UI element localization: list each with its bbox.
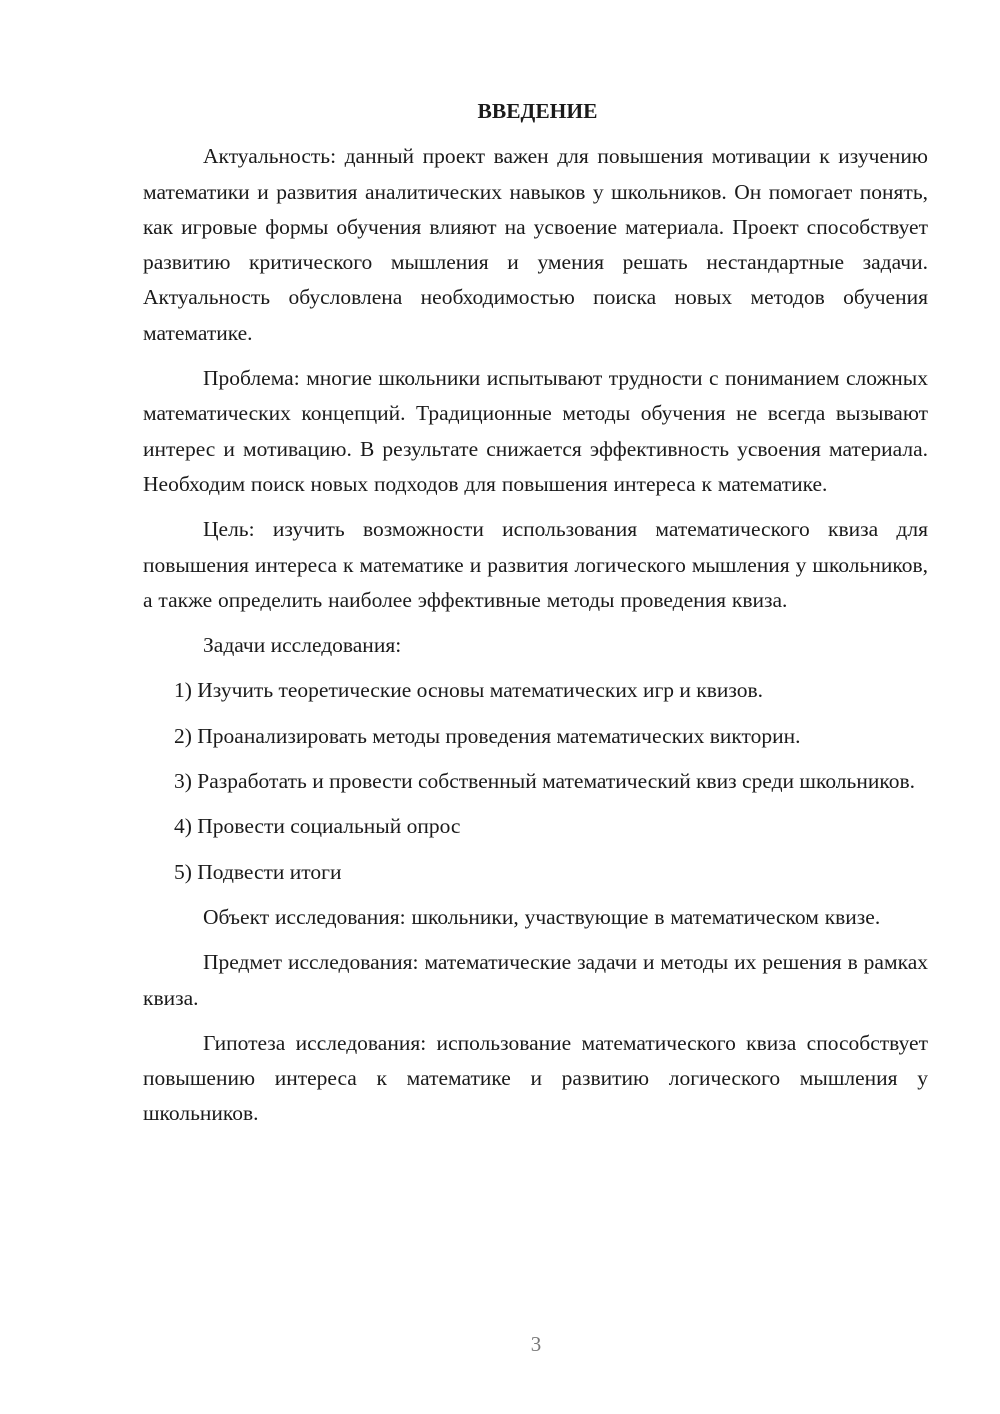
subject-paragraph: Предмет исследования: математические задачи и методы их решения в рамках квиза.	[143, 950, 928, 1010]
hypothesis-paragraph: Гипотеза исследования: использование математического квиза способствует повышению интереса к математике и развитию логического мышления у школьников.	[143, 1030, 928, 1126]
task-item-5: 5) Подвести итоги	[174, 859, 342, 884]
problem-paragraph: Проблема: многие школьники испытывают трудности с пониманием сложных математических концепций. Традиционные методы обучения не всегда вызывают интерес и мотивацию. В результате снижается эффективность усвоения материала. Необходим поиск новых подходов для повышения интереса к математике.	[143, 366, 928, 496]
document-page	[143, 94, 928, 1142]
page-number: 3	[530, 1332, 542, 1356]
task-item-2: 2) Проанализировать методы проведения математических викторин.	[174, 723, 801, 748]
tasks-heading: Задачи исследования:	[203, 633, 402, 658]
goal-paragraph: Цель: изучить возможности использования математического квиза для повышения интереса к математике и развития логического мышления у школьников, а также определить наиболее эффективные методы проведения квиза.	[143, 517, 928, 612]
page-title: ВВЕДЕНИЕ	[477, 99, 598, 123]
task-item-3: 3) Разработать и провести собственный математический квиз среди школьников.	[174, 769, 915, 794]
relevance-paragraph: Актуальность: данный проект важен для повышения мотивации к изучению математики и развития аналитических навыков у школьников. Он помогает понять, как игровые формы обучения влияют на усвоение материала. Проект способствует развитию критического мышления и умения решать нестандартные задачи. Актуальность обусловлена необходимостью поиска новых методов обучения математике.	[143, 144, 928, 345]
task-item-4: 4) Провести социальный опрос	[174, 814, 461, 839]
object-paragraph: Объект исследования: школьники, участвующие в математическом квизе.	[203, 904, 881, 929]
task-item-1: 1) Изучить теоретические основы математических игр и квизов.	[174, 678, 764, 703]
